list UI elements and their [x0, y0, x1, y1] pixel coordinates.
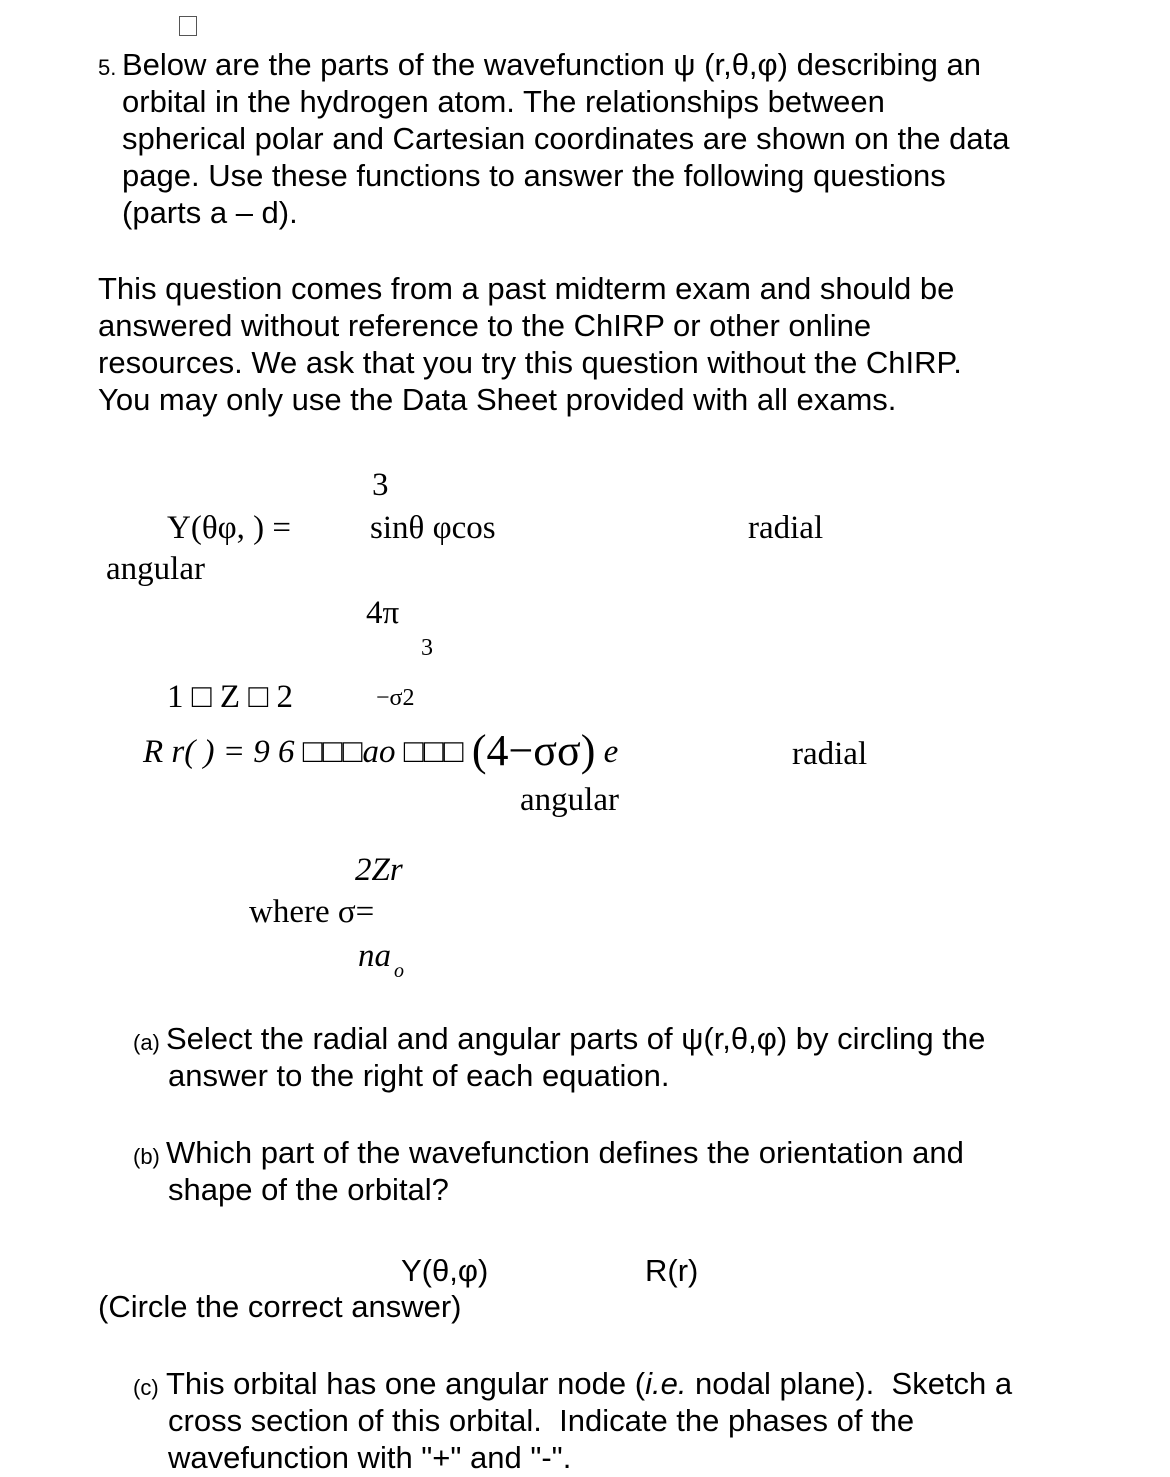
- notice-line: answered without reference to the ChIRP or other online: [98, 308, 872, 343]
- part-a-label: (a): [133, 1030, 160, 1055]
- part-b-line: Which part of the wavefunction defines the orientation and: [166, 1135, 964, 1170]
- part-c-line: [166, 1365, 1012, 1402]
- part-b-instruction: (Circle the correct answer): [98, 1289, 462, 1324]
- answer-checkbox[interactable]: [179, 16, 197, 36]
- part-c-text-a: This orbital has one angular node (: [166, 1366, 646, 1401]
- radial-coef-line: 1 □ Z □ 2: [167, 679, 294, 715]
- part-c-ie: i.e.: [645, 1366, 687, 1401]
- sigma-numerator: 2Zr: [355, 852, 403, 888]
- angular-coef-numerator: 3: [372, 467, 389, 503]
- radial-a0: ao: [362, 734, 396, 770]
- radial-exponent: −σ2: [376, 685, 415, 711]
- radial-boxes: □□□: [403, 734, 464, 770]
- angular-eq-option-radial[interactable]: radial: [748, 510, 824, 546]
- question-text: [122, 46, 1010, 231]
- question-line: spherical polar and Cartesian coordinates are shown on the data: [122, 121, 1010, 156]
- question-line: (parts a – d).: [122, 195, 298, 230]
- question-number: 5.: [98, 55, 117, 80]
- radial-paren-term: (4−σσ): [471, 726, 596, 775]
- angular-coef-denominator: 4π: [366, 595, 400, 631]
- part-b-option-radial[interactable]: R(r): [645, 1253, 699, 1288]
- radial-eq-option-radial[interactable]: radial: [792, 736, 868, 772]
- radial-lhs: R r( ) = 9 6 □□□: [143, 734, 363, 770]
- part-b-option-angular[interactable]: Y(θ,φ): [401, 1253, 489, 1288]
- angular-lhs: Y(θφ, ) =: [167, 510, 292, 546]
- radial-eq-option-angular[interactable]: angular: [520, 782, 619, 818]
- radial-equation: [143, 726, 619, 775]
- part-a-text: [166, 1020, 985, 1094]
- part-a-line: answer to the right of each equation.: [168, 1058, 670, 1093]
- question-line: Below are the parts of the wavefunction ψ (r,θ,φ) describing an: [122, 47, 981, 82]
- part-c-text-b: nodal plane). Sketch a: [686, 1366, 1013, 1401]
- sigma-where: where σ=: [249, 894, 375, 930]
- part-a-line: Select the radial and angular parts of ψ(r,θ,φ) by circling the: [166, 1021, 986, 1056]
- exam-notice: [98, 270, 962, 418]
- part-c-line: cross section of this orbital. Indicate the phases of the: [168, 1403, 915, 1438]
- question-line: page. Use these functions to answer the following questions: [122, 158, 946, 193]
- sigma-denominator: na: [358, 938, 391, 974]
- part-c-line: wavefunction with "+" and "-".: [168, 1440, 572, 1475]
- notice-line: resources. We ask that you try this question without the ChIRP.: [98, 345, 962, 380]
- notice-line: This question comes from a past midterm exam and should be: [98, 271, 955, 306]
- angular-body: sinθ φcos: [370, 510, 496, 546]
- part-b-line: shape of the orbital?: [168, 1172, 449, 1207]
- part-c-text: [166, 1365, 1012, 1476]
- question-line: orbital in the hydrogen atom. The relationships between: [122, 84, 885, 119]
- angular-eq-option-angular[interactable]: angular: [106, 551, 205, 587]
- part-c-label: (c): [133, 1375, 159, 1400]
- radial-e: e: [603, 734, 619, 770]
- notice-line: You may only use the Data Sheet provided with all exams.: [98, 382, 897, 417]
- part-b-label: (b): [133, 1144, 160, 1169]
- part-b-text: [166, 1134, 964, 1208]
- radial-exp-small: 3: [421, 635, 433, 661]
- sigma-subscript: o: [394, 960, 404, 982]
